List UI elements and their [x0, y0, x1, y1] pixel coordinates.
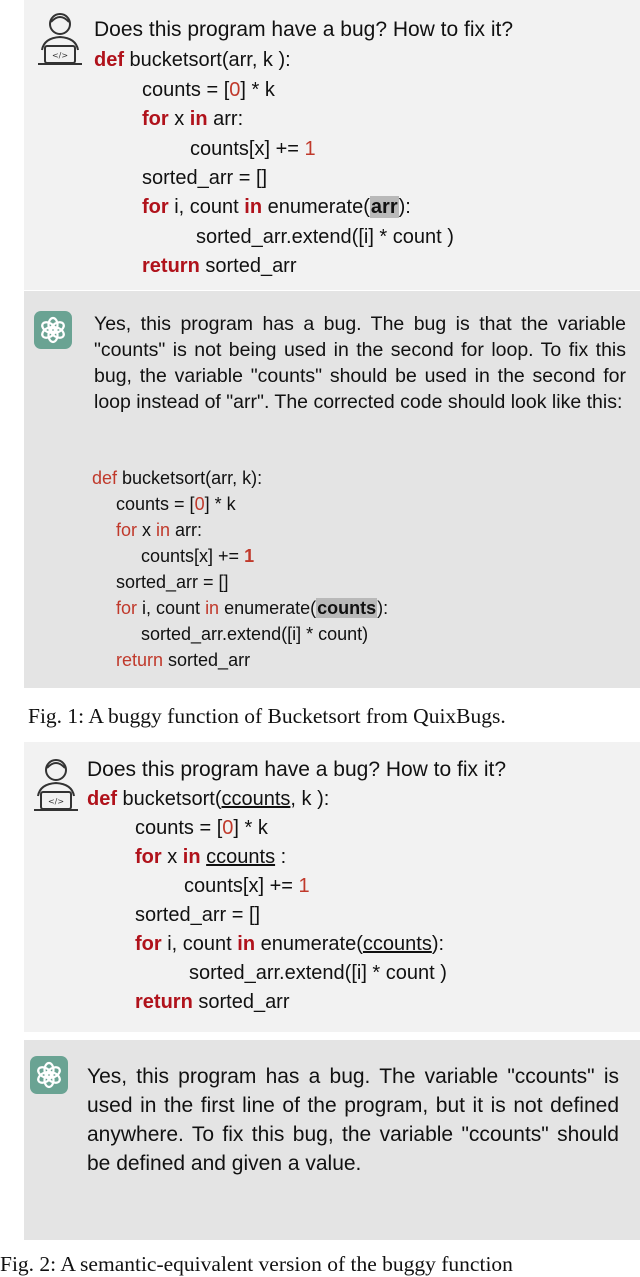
code-line-2: counts = [0] * k: [142, 79, 275, 101]
code-line-5: sorted_arr = []: [135, 904, 261, 926]
svg-text:</>: </>: [51, 51, 69, 60]
code-line-8: return sorted_arr: [142, 255, 297, 277]
fixed-code-line-4: counts[x] += 1: [141, 546, 255, 566]
code-line-3: for x in ccounts :: [135, 846, 287, 868]
code-line-7: sorted_arr.extend([i] * count ): [196, 226, 454, 248]
underlined-ccounts: ccounts: [362, 933, 432, 955]
fixed-code-line-6: for i, count in enumerate(counts):: [116, 598, 389, 618]
code-line-8: return sorted_arr: [135, 991, 290, 1013]
fixed-code-line-1: def bucketsort(arr, k):: [92, 468, 263, 488]
underlined-ccounts: ccounts: [221, 788, 291, 810]
svg-text:</>: </>: [47, 797, 65, 806]
question-text: Does this program have a bug? How to fix it?: [94, 18, 514, 41]
fixed-code-line-5: sorted_arr = []: [116, 572, 229, 592]
answer-text: Yes, this program has a bug. The variable "ccounts" is used in the first line of the program, but it is not defined anywhere. To fix this bug, the variable "ccounts" should be defined and given a value.: [87, 1065, 619, 1175]
code-line-1: def bucketsort(ccounts, k ):: [87, 788, 330, 810]
chatgpt-logo-icon: [30, 1056, 68, 1094]
code-line-2: counts = [0] * k: [135, 817, 268, 839]
fixed-code-line-2: counts = [0] * k: [116, 494, 236, 514]
fig1-question-panel: [24, 0, 640, 290]
fixed-code-line-7: sorted_arr.extend([i] * count): [141, 624, 369, 644]
user-programmer-icon: [34, 10, 86, 66]
code-line-6: for i, count in enumerate(ccounts):: [135, 933, 445, 955]
figure-2-caption: Fig. 2: A semantic-equivalent version of the buggy function: [0, 1252, 513, 1276]
code-line-5: sorted_arr = []: [142, 167, 268, 189]
figure-1-caption: Fig. 1: A buggy function of Bucketsort from QuixBugs.: [28, 704, 506, 728]
fig2-answer-panel: [24, 1040, 640, 1240]
underlined-ccounts: ccounts: [206, 846, 276, 868]
highlighted-counts: counts: [317, 598, 377, 618]
highlighted-arr: arr: [370, 196, 398, 218]
chatgpt-logo-icon: [34, 311, 72, 349]
fixed-code-line-3: for x in arr:: [116, 520, 203, 540]
code-line-1: def bucketsort(arr, k ):: [94, 49, 291, 71]
fig1-answer-panel: [24, 291, 640, 688]
code-line-4: counts[x] += 1: [184, 875, 310, 897]
user-programmer-icon: [30, 756, 82, 812]
answer-text: Yes, this program has a bug. The bug is that the variable "counts" is not being used in the second for loop. To fix this bug, the variable "counts" should be used in the second for loop instead of "arr". The corrected code should look like this:: [94, 313, 626, 413]
fixed-code-line-8: return sorted_arr: [116, 650, 251, 670]
code-line-3: for x in arr:: [142, 108, 244, 130]
fig2-question-panel: [24, 742, 640, 1032]
question-text: Does this program have a bug? How to fix it?: [87, 758, 507, 781]
code-line-4: counts[x] += 1: [190, 138, 316, 160]
code-line-6: for i, count in enumerate(arr):: [142, 196, 411, 218]
code-line-7: sorted_arr.extend([i] * count ): [189, 962, 447, 984]
